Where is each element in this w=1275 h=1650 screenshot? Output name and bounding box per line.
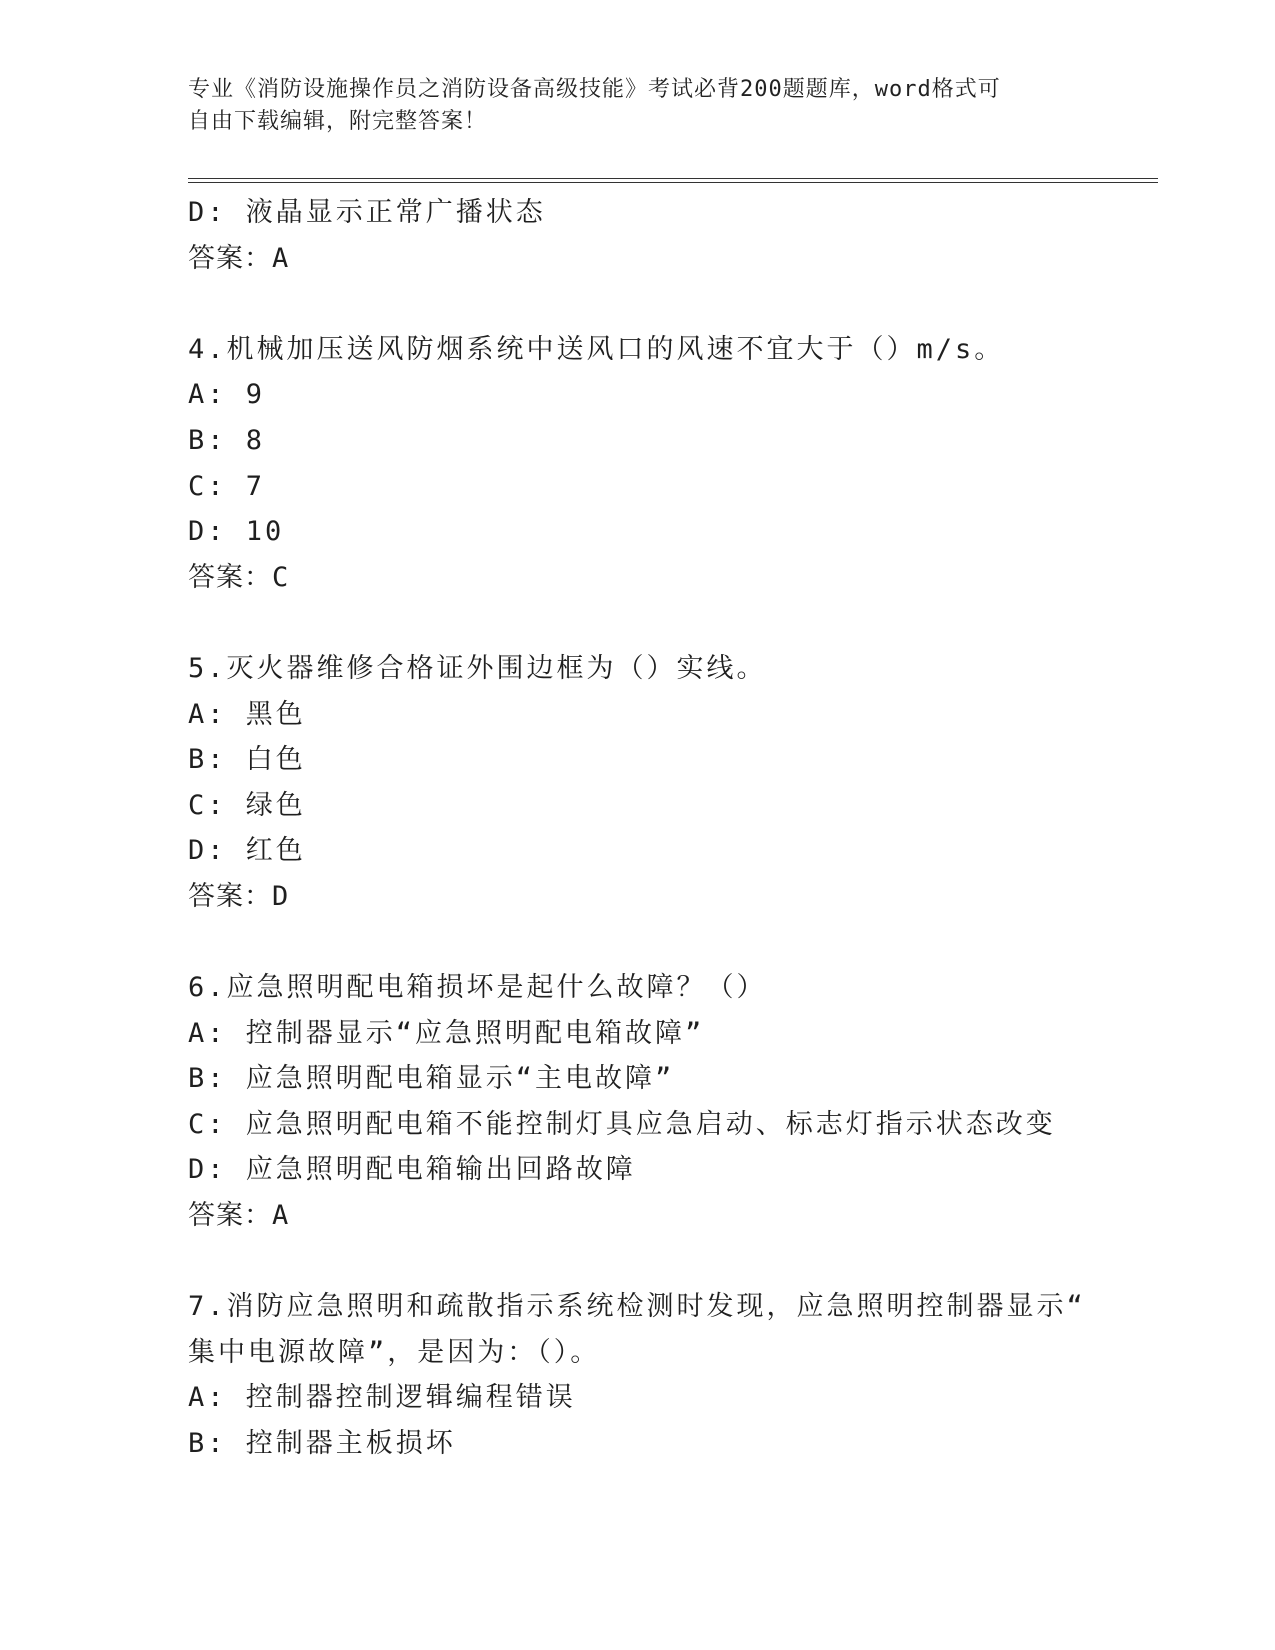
option-a: A: 9 <box>188 379 266 411</box>
spacer <box>188 920 1148 966</box>
question-text-line-2: 集中电源故障”，是因为：（）。 <box>188 1336 601 1368</box>
document-header <box>188 74 1088 138</box>
question-text: 6.应急照明配电箱损坏是起什么故障？（） <box>188 972 767 1004</box>
header-divider-top <box>188 178 1158 179</box>
question-block-6 <box>188 965 1148 1239</box>
question-text-line-1: 7.消防应急照明和疏散指示系统检测时发现，应急照明控制器显示“ <box>188 1291 1086 1323</box>
spacer <box>188 600 1148 646</box>
option-b: B: 白色 <box>188 744 306 776</box>
header-divider-bottom <box>188 182 1158 183</box>
question-block-5 <box>188 646 1148 920</box>
option-d: D: 红色 <box>188 835 306 867</box>
spacer <box>188 281 1148 327</box>
question-text: 5.灭火器维修合格证外围边框为（）实线。 <box>188 652 767 684</box>
answer-line: 答案：A <box>188 242 290 274</box>
option-a: A: 控制器显示“应急照明配电箱故障” <box>188 1017 705 1049</box>
question-block-prev <box>188 190 1148 281</box>
option-c: C: 应急照明配电箱不能控制灯具应急启动、标志灯指示状态改变 <box>188 1108 1056 1140</box>
option-b: B: 控制器主板损坏 <box>188 1428 456 1460</box>
option-c: C: 7 <box>188 470 266 502</box>
header-line-1: 专业《消防设施操作员之消防设备高级技能》考试必背200题题库，word格式可 <box>188 77 1001 102</box>
answer-line: 答案：A <box>188 1200 290 1232</box>
answer-line: 答案：C <box>188 561 290 593</box>
option-a: A: 控制器控制逻辑编程错误 <box>188 1382 576 1414</box>
question-block-7 <box>188 1284 1148 1466</box>
question-list <box>188 190 1148 1467</box>
question-text: 4.机械加压送风防烟系统中送风口的风速不宜大于（）m/s。 <box>188 333 1005 365</box>
answer-line: 答案：D <box>188 880 290 912</box>
question-block-4 <box>188 327 1148 601</box>
option-b: B: 应急照明配电箱显示“主电故障” <box>188 1063 675 1095</box>
option-c: C: 绿色 <box>188 789 306 821</box>
option-d: D: 液晶显示正常广播状态 <box>188 197 546 228</box>
option-a: A: 黑色 <box>188 698 306 730</box>
option-d: D: 应急照明配电箱输出回路故障 <box>188 1154 636 1186</box>
header-line-2: 自由下载编辑，附完整答案！ <box>188 109 488 134</box>
option-d: D: 10 <box>188 516 285 548</box>
option-b: B: 8 <box>188 424 266 456</box>
spacer <box>188 1239 1148 1285</box>
